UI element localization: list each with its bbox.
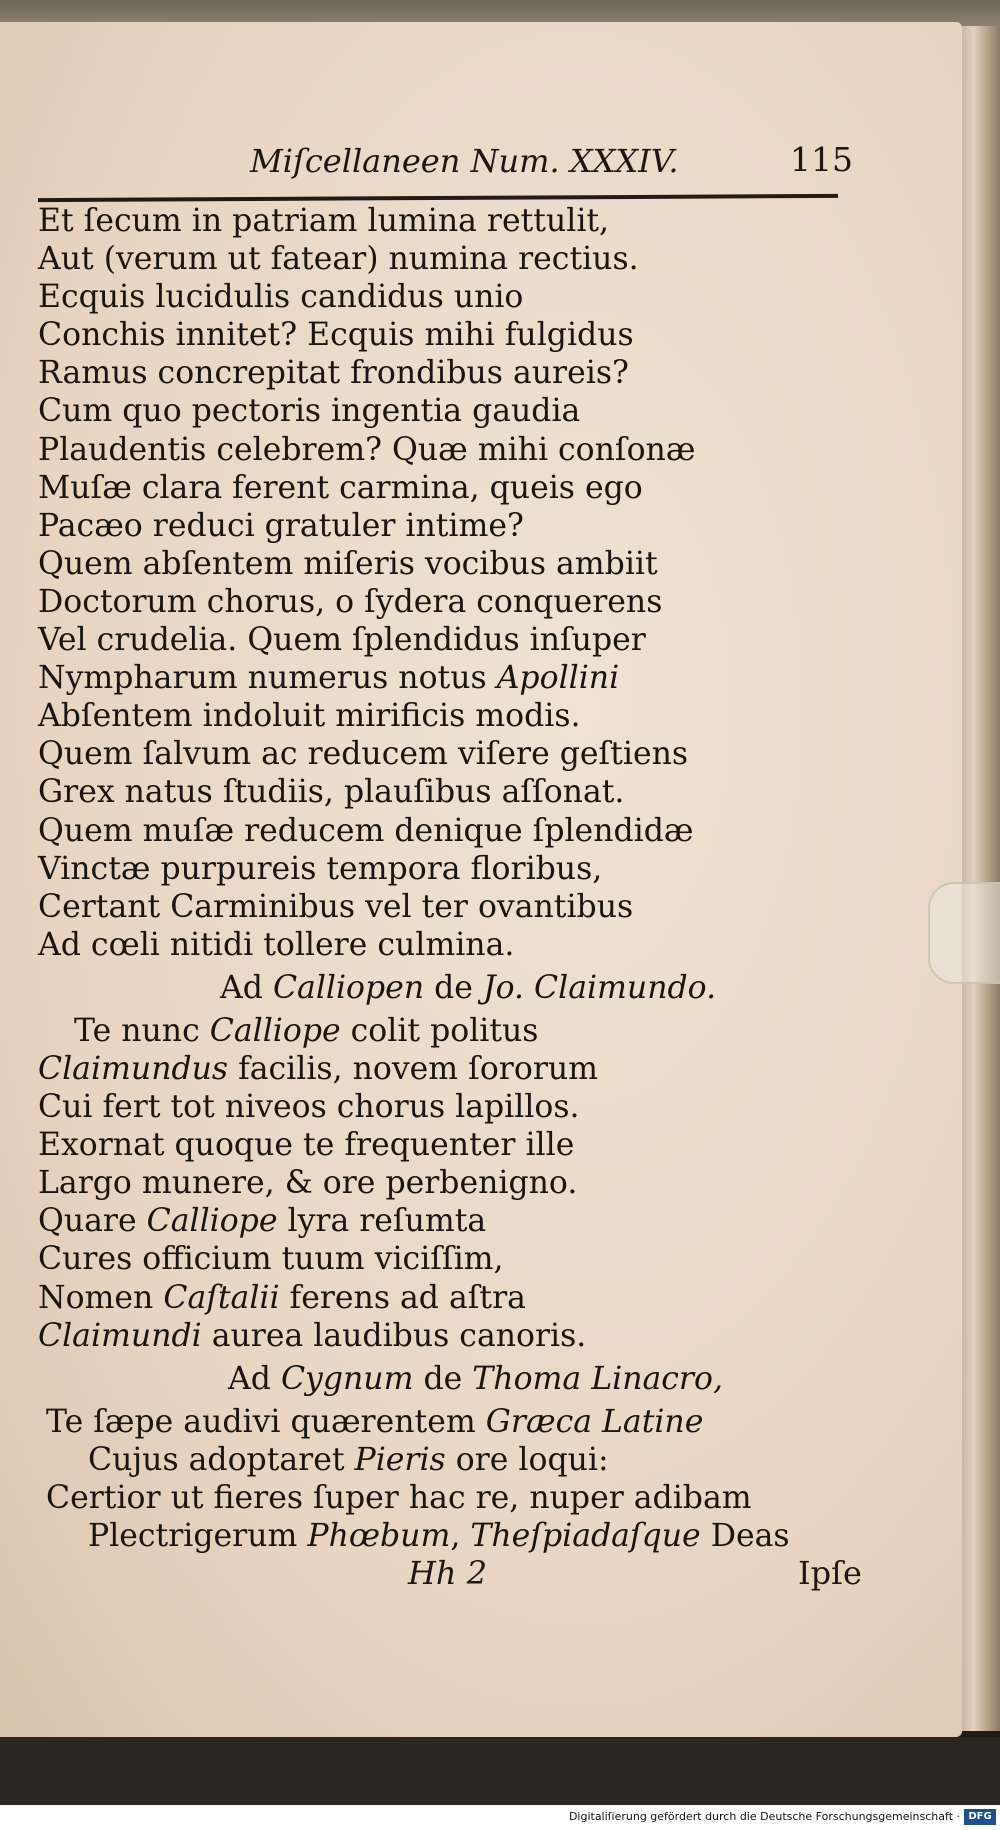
verse-line: Abſentem indoluit mirificis modis.	[38, 698, 581, 735]
verse-text: facilis, novem ſororum	[228, 1050, 599, 1087]
page-text	[38, 202, 878, 1555]
page-header	[0, 120, 962, 180]
italic-name: Caſtalii	[163, 1279, 280, 1316]
verse-line: Grex natus ſtudiis, plauſibus aſſonat.	[38, 774, 625, 811]
italic-name: Græca Latine	[485, 1403, 704, 1440]
verse-line	[38, 1517, 878, 1555]
title-italic: Calliopen	[272, 969, 425, 1006]
verse-line: Et ſecum in patriam lumina rettulit,	[38, 203, 610, 239]
header-rule	[38, 194, 838, 202]
verse-line: Ramus concrepitat frondibus aureis?	[38, 355, 629, 392]
title-italic: Thoma Linacro,	[472, 1360, 723, 1397]
verse-line: Certior ut fieres ſuper hac re, nuper adibam	[46, 1479, 752, 1516]
title-italic: Cygnum	[280, 1360, 414, 1397]
page-clip	[928, 882, 1000, 984]
title-italic: Jo. Claimundo.	[482, 969, 717, 1006]
verse-line	[38, 1441, 878, 1479]
verse-line: Exornat quoque te frequenter ille	[38, 1127, 575, 1164]
verse-line: Pacæo reduci gratuler intime?	[38, 507, 524, 544]
signature-mark: Hh 2	[408, 1554, 488, 1592]
verse-text: Plectrigerum	[88, 1518, 308, 1554]
verse-line	[38, 659, 878, 697]
verse-line: Aut (verum ut fatear) numina rectius.	[38, 241, 639, 278]
verse-line	[38, 1317, 878, 1355]
verse-line: Cures officium tuum viciſſim,	[38, 1241, 504, 1278]
scan-credit-text: Digitaliſierung gefördert durch die Deutsche Forschungsgemeinschaft ·	[568, 1810, 960, 1823]
italic-name: Calliope	[146, 1203, 278, 1240]
title-text: Ad	[228, 1360, 281, 1397]
verse-line: Conchis innitet? Ecquis mihi fulgidus	[38, 317, 634, 354]
verse-line: Vinctæ purpureis tempora floribus,	[38, 850, 603, 887]
verse-text: lyra reſumta	[277, 1203, 487, 1240]
catchword: Ipſe	[798, 1554, 862, 1592]
verse-line: Largo munere, & ore perbenigno.	[38, 1165, 578, 1202]
verse-text: Te nunc	[74, 1012, 210, 1049]
verse-line: Vel crudelia. Quem ſplendidus inſuper	[38, 622, 646, 659]
verse-line	[38, 1202, 878, 1240]
page-number: 115	[790, 140, 853, 179]
verse-line: Muſæ clara ferent carmina, queis ego	[38, 469, 643, 506]
italic-name: Calliope	[209, 1012, 341, 1049]
italic-name: Claimundi	[38, 1317, 202, 1354]
verse-text: aurea laudibus canoris.	[201, 1317, 587, 1354]
verse-line: Quem muſæ reducem denique ſplendidæ	[38, 812, 694, 849]
italic-name: Phœbum	[307, 1518, 451, 1554]
book-page	[0, 22, 962, 1737]
verse-text: ore loqui:	[445, 1441, 609, 1478]
section-title-cygnum	[38, 1355, 878, 1403]
title-text: de	[413, 1360, 473, 1397]
italic-name: Apollini	[496, 660, 620, 697]
verse-line	[38, 1279, 878, 1317]
dfg-logo-icon: DFG	[964, 1809, 996, 1825]
verse-text: colit politus	[340, 1012, 539, 1049]
italic-name: Claimundus	[38, 1050, 229, 1087]
title-text: de	[424, 969, 483, 1006]
verse-text: Nomen	[38, 1279, 164, 1316]
scan-credit-bar	[0, 1805, 1000, 1830]
verse-line	[38, 1012, 878, 1050]
verse-text: Quare	[38, 1203, 147, 1240]
verse-line: Plaudentis celebrem? Quæ mihi conſonæ	[38, 431, 696, 468]
verse-line	[38, 1403, 878, 1441]
italic-name: Theſpiadaſque	[470, 1518, 701, 1554]
verse-line: Quem ſalvum ac reducem viſere geſtiens	[38, 736, 689, 773]
verse-line: Quem abſentem miſeris vocibus ambiit	[38, 545, 658, 582]
title-text: Ad	[220, 969, 273, 1006]
italic-name: Pieris	[354, 1441, 446, 1478]
verse-line: Ecquis lucidulis candidus unio	[38, 279, 524, 316]
section-title-calliope	[38, 964, 878, 1012]
verse-line: Certant Carminibus vel ter ovantibus	[38, 888, 634, 925]
verse-text: Cujus adoptaret	[88, 1441, 355, 1478]
verse-line	[38, 1050, 878, 1088]
verse-text: Te ſæpe audivi quærentem	[46, 1403, 486, 1440]
verse-line: Cum quo pectoris ingentia gaudia	[38, 393, 581, 430]
verse-text: ferens ad aſtra	[279, 1279, 526, 1316]
running-head: Miſcellaneen Num. XXXIV.	[250, 142, 679, 180]
verse-text: Nympharum numerus notus	[38, 660, 487, 697]
verse-text: ,	[450, 1518, 471, 1554]
verse-text: Deas	[700, 1518, 790, 1554]
verse-line: Ad cœli nitidi tollere culmina.	[38, 926, 515, 963]
book-page-edges	[962, 26, 1000, 1731]
verse-line: Cui fert tot niveos chorus lapillos.	[38, 1089, 580, 1126]
verse-line: Doctorum chorus, o ſydera conquerens	[38, 583, 663, 620]
scan-background-bottom	[0, 1737, 1000, 1805]
